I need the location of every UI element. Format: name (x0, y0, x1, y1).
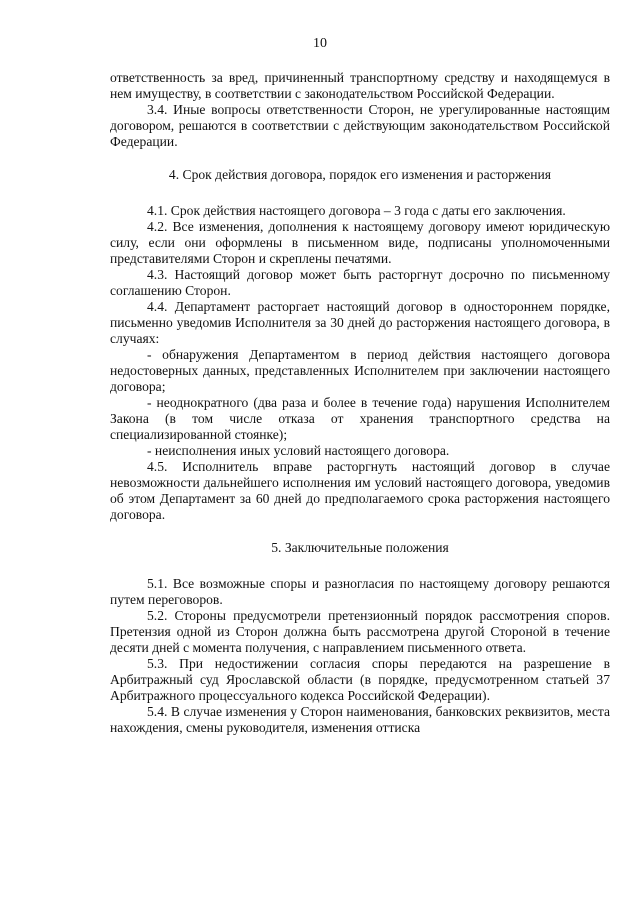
paragraph-4-5: 4.5. Исполнитель вправе расторгнуть настоящий договор в случае невозможности дальнейшего исполнения им условий настоящего договора, уведомив об этом Департамент за 60 дней до предполагаемого срока расторжения настоящего договора. (110, 459, 610, 522)
paragraph-4-3: 4.3. Настоящий договор может быть расторгнут досрочно по письменному соглашению Сторон. (110, 267, 610, 298)
section-5-title: 5. Заключительные положения (271, 540, 449, 555)
paragraph-5-1: 5.1. Все возможные споры и разногласия по настоящему договору решаются путем переговоров. (110, 576, 610, 607)
paragraph-liability-continued: ответственность за вред, причиненный транспортному средству и находящемуся в нем имуществу, в соответствии с законодательством Российской Федерации. (110, 70, 610, 101)
page-number: 10 (313, 36, 327, 51)
paragraph-5-3: 5.3. При недостижении согласия споры передаются на разрешение в Арбитражный суд Ярославской области (в порядке, предусмотренном статьей 37 Арбитражного процессуального кодекса Российской Федерации). (110, 656, 610, 703)
list-item-non-fulfillment: - неисполнения иных условий настоящего договора. (147, 443, 450, 458)
paragraph-4-4: 4.4. Департамент расторгает настоящий договор в одностороннем порядке, письменно уведомив Исполнителя за 30 дней до расторжения настоящего договора, в случаях: (110, 299, 610, 346)
section-4-title: 4. Срок действия договора, порядок его изменения и расторжения (168, 167, 552, 182)
paragraph-3-4: 3.4. Иные вопросы ответственности Сторон, не урегулированные настоящим договором, решаются в соответствии с действующим законодательством Российской Федерации. (110, 102, 610, 149)
paragraph-5-4: 5.4. В случае изменения у Сторон наименования, банковских реквизитов, места нахождения, смены руководителя, изменения оттиска (110, 704, 610, 735)
document-body (110, 70, 610, 736)
paragraph-4-1: 4.1. Срок действия настоящего договора – 3 года с даты его заключения. (147, 203, 566, 218)
list-item-repeated-violation: - неоднократного (два раза и более в течение года) нарушения Исполнителем Закона (в том числе отказа от хранения транспортного средства на специализированной стоянке); (110, 395, 610, 442)
paragraph-5-2: 5.2. Стороны предусмотрели претензионный порядок рассмотрения споров. Претензия одной из Сторон должна быть рассмотрена другой Стороной в течение десяти дней с момента получения, с направлением письменного ответа. (110, 608, 610, 655)
list-item-false-data: - обнаружения Департаментом в период действия настоящего договора недостоверных данных, представленных Исполнителем при заключении настоящего договора; (110, 347, 610, 394)
paragraph-4-2: 4.2. Все изменения, дополнения к настоящему договору имеют юридическую силу, если они оформлены в письменном виде, подписаны уполномоченными представителями Сторон и скреплены печатями. (110, 219, 610, 266)
